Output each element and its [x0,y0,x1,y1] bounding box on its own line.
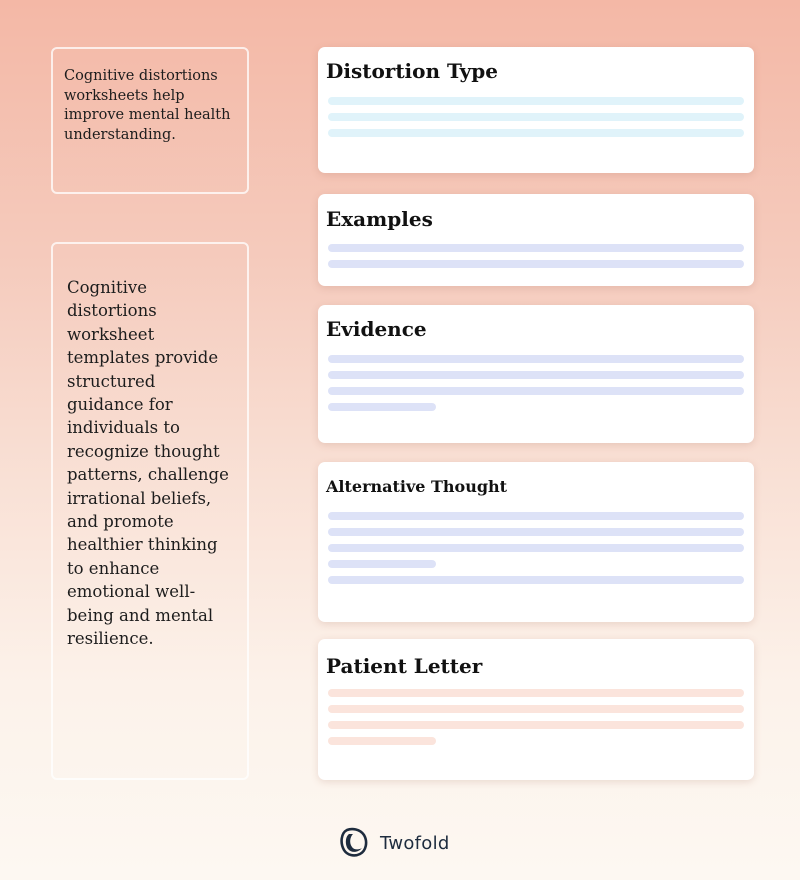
description-box [51,242,249,780]
distortion-type-card [318,47,754,173]
intro-box [51,47,249,194]
twofold-logo-icon [338,827,370,859]
evidence-card [318,305,754,443]
placeholder-line [328,576,744,584]
patient-letter-card [318,639,754,780]
alternative-thought-card [318,462,754,622]
placeholder-line [328,705,744,713]
placeholder-line [328,721,744,729]
brand-footer [338,826,450,860]
placeholder-line [328,371,744,379]
intro-text: Cognitive distortions worksheets help improve mental health understanding. [64,68,231,143]
placeholder-line [328,689,744,697]
examples-card [318,194,754,286]
placeholder-line [328,97,744,105]
placeholder-line [328,737,436,745]
examples-title: Examples [326,207,433,231]
placeholder-line [328,129,744,137]
alternative-thought-title: Alternative Thought [326,477,508,496]
evidence-title: Evidence [326,317,427,341]
placeholder-line [328,560,436,568]
placeholder-line [328,387,744,395]
placeholder-line [328,528,744,536]
brand-name: Twofold [380,832,450,854]
placeholder-line [328,403,436,411]
distortion-type-title: Distortion Type [326,59,499,83]
patient-letter-title: Patient Letter [326,654,483,678]
placeholder-line [328,544,744,552]
placeholder-line [328,512,744,520]
placeholder-line [328,355,744,363]
placeholder-line [328,113,744,121]
placeholder-line [328,244,744,252]
placeholder-line [328,260,744,268]
description-text: Cognitive distortions worksheet templates provide structured guidance for individuals to recognize thought patterns, challenge irrational beliefs, and promote healthier thinking to enhance emotional well-being and mental resilience. [67,278,229,649]
